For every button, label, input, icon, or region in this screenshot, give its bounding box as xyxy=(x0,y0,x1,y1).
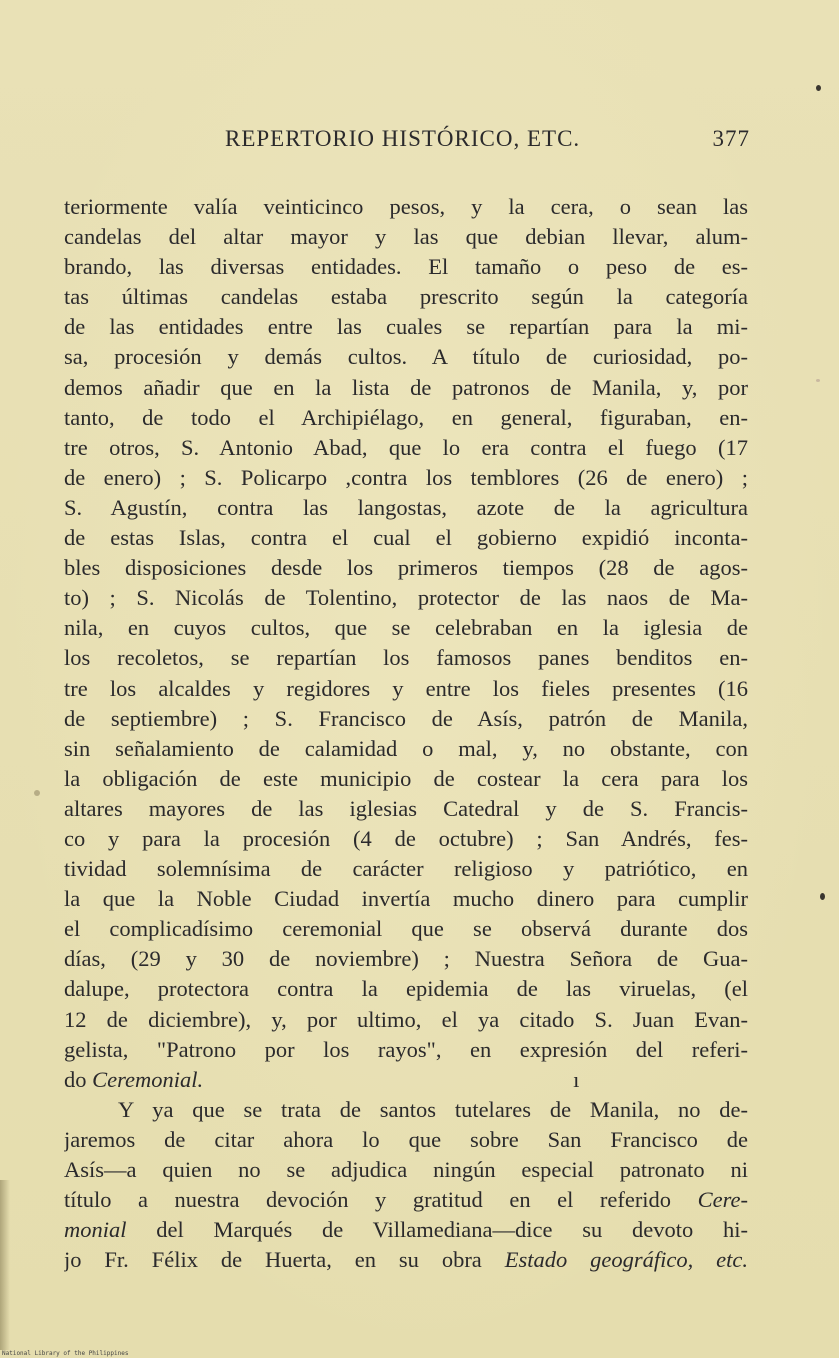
text-line: la obligación de este municipio de costear la cera para los xyxy=(64,765,748,791)
text-line: de enero) ; S. Policarpo ,contra los temblores (26 de enero) ; xyxy=(64,464,748,490)
text-fragment: do xyxy=(64,1066,93,1092)
paragraph-2-line: Asís—a quien no se adjudica ningún especial patronato ni xyxy=(64,1157,748,1182)
ink-speck xyxy=(34,790,40,796)
page-number: 377 xyxy=(712,126,750,151)
ink-speck xyxy=(816,85,821,91)
text-line: tre los alcaldes y regidores y entre los fieles presentes (16 xyxy=(64,675,748,701)
text-fragment: título a nuestra devoción y gratitud en el referido xyxy=(64,1187,698,1213)
text-fragment: del Marqués de Villamediana—dice su devoto hi- xyxy=(126,1217,748,1243)
stray-mark: ı xyxy=(573,1066,580,1092)
running-head-title: REPERTORIO HISTÓRICO, ETC. xyxy=(225,126,581,151)
text-line: tas últimas candelas estaba prescrito según la categoría xyxy=(64,284,748,310)
paragraph-2-line: jaremos de citar ahora lo que sobre San Francisco de xyxy=(64,1126,748,1152)
text-line: bles disposiciones desde los primeros tiempos (28 de agos- xyxy=(64,555,748,581)
italic-title: Estado geográfico, etc. xyxy=(504,1247,748,1273)
text-line: de septiembre) ; S. Francisco de Asís, patrón de Manila, xyxy=(64,705,748,731)
ink-speck xyxy=(820,893,825,900)
page-edge-shadow xyxy=(0,1180,10,1350)
body-text xyxy=(64,192,748,1275)
text-line: dalupe, protectora contra la epidemia de las viruelas, (el xyxy=(64,976,748,1002)
text-line: gelista, "Patrono por los rayos", en expresión del referi- xyxy=(64,1036,748,1062)
text-line: tre otros, S. Antonio Abad, que lo era contra el fuego (17 xyxy=(64,434,748,460)
text-line: tanto, de todo el Archipiélago, en general, figuraban, en- xyxy=(64,404,748,430)
text-line: candelas del altar mayor y las que debian llevar, alum- xyxy=(64,224,748,250)
text-line: 12 de diciembre), y, por ultimo, el ya citado S. Juan Evan- xyxy=(64,1006,748,1032)
text-line: la que la Noble Ciudad invertía mucho dinero para cumplir xyxy=(64,886,748,912)
text-line: de las entidades entre las cuales se repartían para la mi- xyxy=(64,314,748,340)
ink-speck xyxy=(816,379,820,382)
text-line: días, (29 y 30 de noviembre) ; Nuestra Señora de Gua- xyxy=(64,946,748,972)
text-line: nila, en cuyos cultos, que se celebraban en la iglesia de xyxy=(64,615,748,641)
library-credit: National Library of the Philippines xyxy=(2,1350,129,1357)
paragraph-2-line xyxy=(64,1215,748,1245)
text-line: sa, procesión y demás cultos. A título de curiosidad, po- xyxy=(64,344,748,370)
italic-title: monial xyxy=(64,1217,127,1243)
text-line: tividad solemnísima de carácter religioso y patriótico, en xyxy=(64,856,748,882)
text-line: brando, las diversas entidades. El tamaño o peso de es- xyxy=(64,254,748,280)
italic-title: Ceremonial. xyxy=(92,1066,204,1092)
text-line: el complicadísimo ceremonial que se observá durante dos xyxy=(64,916,748,942)
text-line: teriormente valía veinticinco pesos, y la cera, o sean las xyxy=(64,194,748,219)
paragraph-2-line xyxy=(64,1245,748,1275)
text-line: sin señalamiento de calamidad o mal, y, no obstante, con xyxy=(64,735,748,761)
paragraph-end-line xyxy=(64,1065,748,1095)
text-line: altares mayores de las iglesias Catedral y de S. Francis- xyxy=(64,795,748,821)
paragraph-2-line: Y ya que se trata de santos tutelares de Manila, no de- xyxy=(118,1096,748,1122)
italic-title: Cere- xyxy=(697,1187,748,1213)
text-line: co y para la procesión (4 de octubre) ; San Andrés, fes- xyxy=(64,825,748,851)
text-line: demos añadir que en la lista de patronos de Manila, y, por xyxy=(64,374,748,400)
text-line: S. Agustín, contra las langostas, azote de la agricultura xyxy=(64,494,748,520)
paragraph-2-line xyxy=(64,1185,748,1215)
text-fragment: jo Fr. Félix de Huerta, en su obra xyxy=(64,1247,505,1273)
text-line: los recoletos, se repartían los famosos panes benditos en- xyxy=(64,645,748,671)
text-line: to) ; S. Nicolás de Tolentino, protector de las naos de Ma- xyxy=(64,585,748,611)
text-line: de estas Islas, contra el cual el gobierno expidió inconta- xyxy=(64,525,748,551)
running-head xyxy=(225,126,750,160)
